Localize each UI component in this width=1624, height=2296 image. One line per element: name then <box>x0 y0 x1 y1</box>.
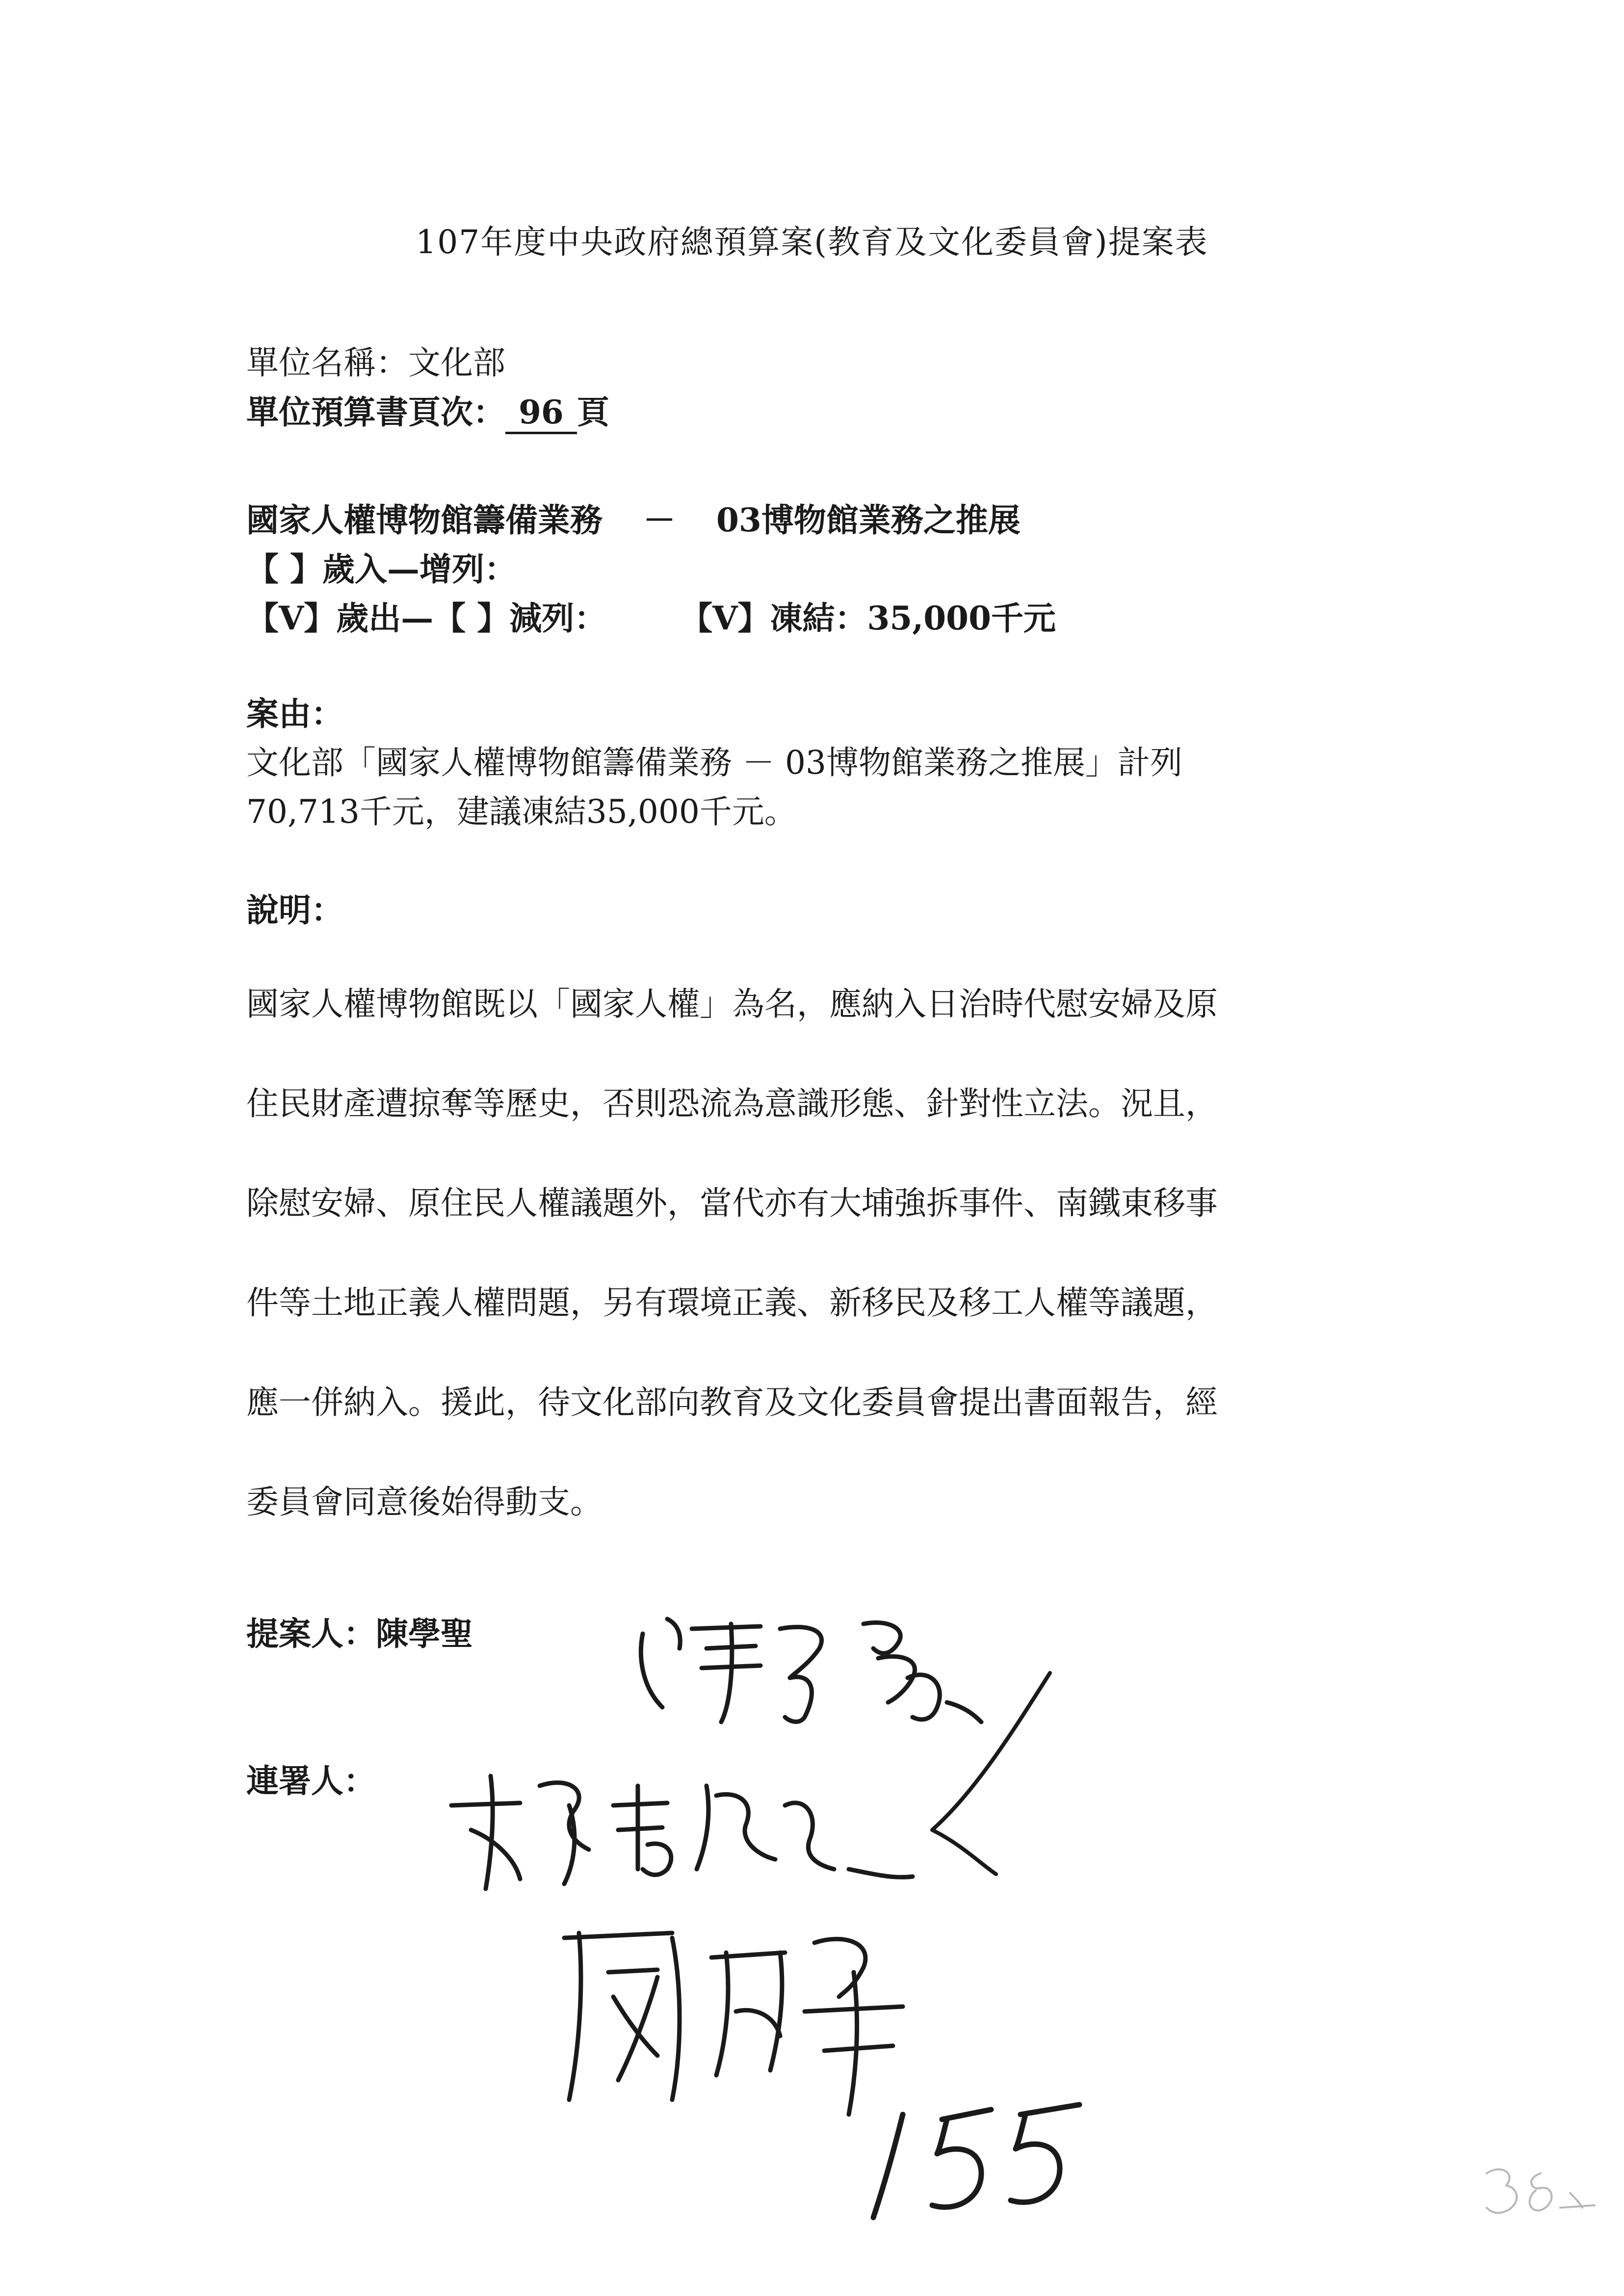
cosigner-label: 連署人： <box>246 1762 376 1800</box>
explanation-line-6: 委員會同意後始得動支。 <box>246 1483 602 1521</box>
expense-text: 歲出—【 】減列： <box>336 599 607 637</box>
reason-section <box>246 689 1404 836</box>
program-dash: － <box>643 501 676 539</box>
budget-page-label: 單位預算書頁次： <box>246 393 505 431</box>
revenue-line <box>246 545 1404 594</box>
budget-page-suffix: 頁 <box>576 393 609 431</box>
freeze-checkbox: 【V】 <box>680 599 770 637</box>
program-item: 03博物館業務之推展 <box>716 501 1021 539</box>
revenue-text: 歲入—增列： <box>322 550 517 588</box>
unit-name-line <box>246 339 1404 388</box>
cosigner-signature-2 <box>550 1913 952 2119</box>
unit-info <box>246 339 1404 437</box>
handwritten-page-number <box>854 2100 1109 2227</box>
budget-page-line <box>246 388 1404 437</box>
proposer-name: 陳學聖 <box>376 1615 473 1653</box>
explanation-line-1: 國家人權博物館既以「國家人權」為名，應納入日治時代慰安婦及原 <box>246 985 1218 1023</box>
explanation-line-4: 件等土地正義人權問題，另有環境正義、新移民及移工人權等議題， <box>246 1284 1218 1322</box>
explanation-section <box>246 886 1404 935</box>
reason-line-1: 文化部「國家人權博物館籌備業務 － 03博物館業務之推展」計列 <box>246 744 1182 782</box>
unit-name-value: 文化部 <box>408 344 505 382</box>
cosigner-signature-1 <box>442 1756 932 1904</box>
unit-name-label: 單位名稱： <box>246 344 408 382</box>
program-section <box>246 496 1404 643</box>
expense-line <box>246 594 1404 643</box>
explanation-line-2: 住民財產遭掠奪等歷史，否則恐流為意識形態、針對性立法。況且， <box>246 1085 1218 1122</box>
reason-line-2: 70,713千元，建議凍結35,000千元。 <box>246 793 797 831</box>
budget-page-value: 96 <box>505 392 577 434</box>
explanation-body <box>246 954 1404 1552</box>
explanation-heading: 說明： <box>246 891 343 929</box>
freeze-text: 凍結：35,000千元 <box>770 599 1056 637</box>
explanation-line-3: 除慰安婦、原住民人權議題外，當代亦有大埔強拆事件、南鐵東移事 <box>246 1184 1218 1222</box>
proposer-label: 提案人： <box>246 1615 376 1653</box>
program-line <box>246 496 1404 545</box>
document-title: 107年度中央政府總預算案(教育及文化委員會)提案表 <box>416 223 1208 261</box>
expense-checkbox: 【V】 <box>246 599 337 637</box>
reason-heading: 案由： <box>246 695 343 733</box>
program-name: 國家人權博物館籌備業務 <box>246 501 602 539</box>
explanation-line-5: 應一併納入。援此，待文化部向教育及文化委員會提出書面報告，經 <box>246 1383 1218 1421</box>
pencil-note <box>1482 2159 1599 2222</box>
revenue-checkbox: 【 】 <box>246 550 322 588</box>
